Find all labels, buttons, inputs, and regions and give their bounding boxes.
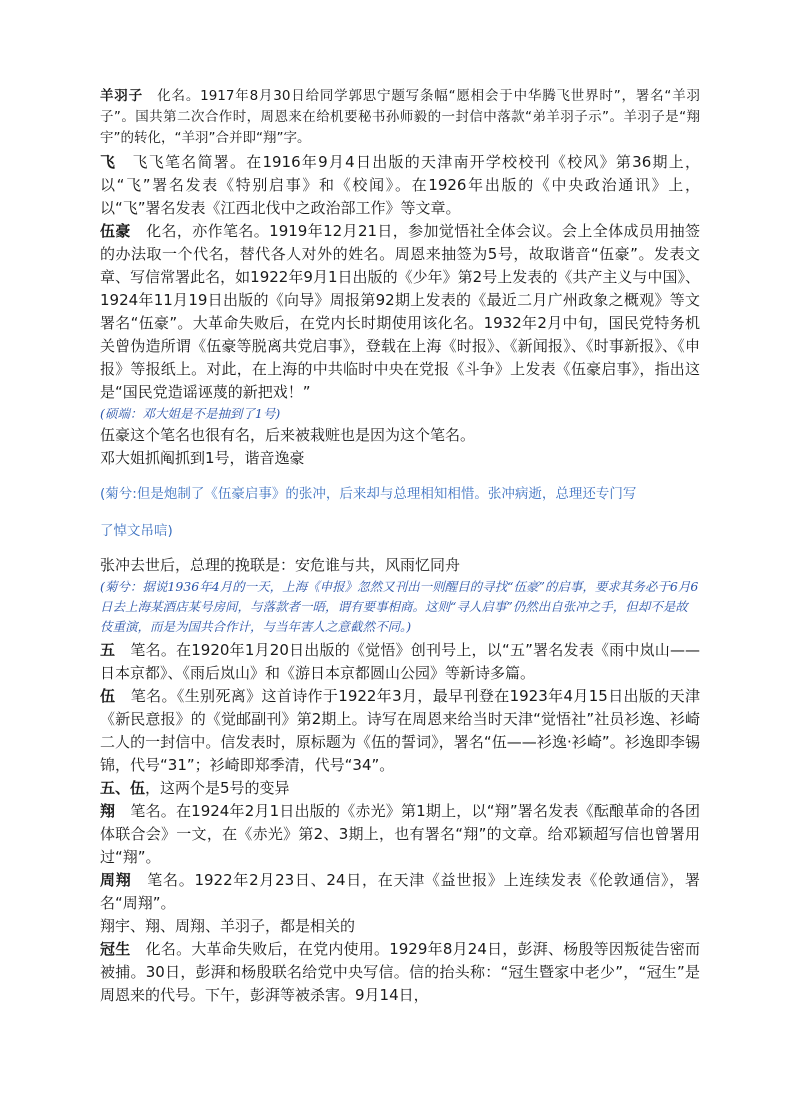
- entry-guansheng: [100, 938, 700, 1007]
- line-term: 五、伍: [100, 779, 146, 797]
- entry-term: 翔: [100, 802, 116, 820]
- comment-blue-b: 了悼文吊唁): [100, 523, 173, 539]
- entry-term: 冠生: [100, 940, 131, 958]
- entry-text: 笔名。在1920年1月20日出版的《觉悟》创刊号上，以“五”署名发表《雨中岚山——日本京都》、《雨后岚山》和《游日本京都圆山公园》等新诗多篇。: [100, 641, 700, 682]
- text-line-1: 伍豪这个笔名也很有名，后来被栽赃也是因为这个笔名。: [100, 426, 476, 444]
- comment-blue-a: (菊兮:但是炮制了《伍豪启事》的张冲，后来却与总理相知相惜。张冲病逝，总理还专门写: [100, 486, 637, 502]
- document-page: [100, 86, 700, 1007]
- entry-term: 飞: [100, 153, 117, 171]
- entry-xiang: [100, 800, 700, 869]
- entry-yangyuzi: [100, 86, 700, 149]
- entry-term: 伍豪: [100, 222, 131, 240]
- entry-term: 周翔: [100, 871, 132, 889]
- entry-text: 笔名。在1924年2月1日出版的《赤光》第1期上，以“翔”署名发表《酝酿革命的各团体联合会》一文，在《赤光》第2、3期上，也有署名“翔”的文章。给邓颖超写信也曾署用过“翔”。: [100, 802, 700, 866]
- text-line-5: 翔宇、翔、周翔、羊羽子，都是相关的: [100, 917, 356, 935]
- entry-wu-five: [100, 639, 700, 685]
- comment-note-1: (硕端：邓大姐是不是抽到了1号): [100, 406, 281, 421]
- text-line-4: [100, 777, 700, 800]
- entry-text: 笔名。《生别死离》这首诗作于1922年3月，最早刊登在1923年4月15日出版的天津《新民意报》的《觉邮副刊》第2期上。诗写在周恩来给当时天津“觉悟社”社员衫逸、衫崎二人的一封信中。信发表时，原标题为《伍的誓词》，署名“伍——衫逸·衫崎”。衫逸即李锡锦，代号“31”；衫崎即郑季清，代号“34”。: [100, 687, 700, 774]
- entry-zhouxiang: [100, 869, 700, 915]
- line-text: ，这两个是5号的变异: [145, 779, 290, 797]
- entry-text: 化名。大革命失败后，在党内使用。1929年8月24日，彭湃、杨殷等因叛徒告密而被捕。30日，彭湃和杨殷联名给党中央写信。信的抬头称：“冠生暨家中老少”，“冠生”是周恩来的代号。下午，彭湃等被杀害。9月14日，: [100, 940, 700, 1004]
- entry-text: 化名，亦作笔名。1919年12月21日，参加觉悟社全体会议。会上全体成员用抽签的办法取一个代名，替代各人对外的姓名。周恩来抽签为5号，故取谐音“伍豪”。发表文章、写信常署此名，如1922年9月1日出版的《少年》第2号上发表的《共产主义与中国》、1924年11月19日出版的《向导》周报第92期上发表的《最近二月广州政象之概观》等文署名“伍豪”。大革命失败后，在党内长时期使用该化名。1932年2月中旬，国民党特务机关曾伪造所谓《伍豪等脱离共党启事》，登载在上海《时报》、《新闻报》、《时事新报》、《申报》等报纸上。对此，在上海的中共临时中央在党报《斗争》上发表《伍豪启事》，指出这是“国民党造谣诬蔑的新把戏！”: [100, 222, 700, 401]
- entry-text: 飞飞笔名简署。在1916年9月4日出版的天津南开学校校刊《校风》第36期上，以“飞”署名发表《特别启事》和《校闻》。在1926年出版的《中央政治通讯》上，以“飞”署名发表《江西北伐中之政治部工作》等文章。: [100, 153, 700, 217]
- entry-term: 伍: [100, 687, 116, 705]
- entry-wuhao: [100, 220, 700, 404]
- entry-term: 羊羽子: [100, 88, 143, 104]
- entry-term: 五: [100, 641, 116, 659]
- entry-fei: [100, 151, 700, 220]
- text-line-2: 邓大姐抓阄抓到1号，谐音逸豪: [100, 449, 305, 467]
- comment-note-2: (菊兮：据说1936年4月的一天，上海《申报》忽然又刊出一则醒目的寻找“伍豪”的启事，要求其务必于6月6日去上海某酒店某号房间，与落款者一晤，谓有要事相商。这则“寻人启事”仍然出自张冲之手，但却不是故伎重演，而是为国共合作计，与当年害人之意截然不同。): [100, 579, 699, 634]
- text-line-3: 张冲去世后，总理的挽联是：安危谁与共，风雨忆同舟: [100, 556, 461, 574]
- entry-text: 化名。1917年8月30日给同学郭思宁题写条幅“愿相会于中华腾飞世界时”，署名“羊羽子”。国共第二次合作时，周恩来在给机要秘书孙师毅的一封信中落款“弟羊羽子示”。羊羽子是“翔宇”的转化，“羊羽”合并即“翔”字。: [100, 88, 701, 146]
- entry-text: 笔名。1922年2月23日、24日，在天津《益世报》上连续发表《伦敦通信》，署名“周翔”。: [100, 871, 700, 912]
- entry-wu: [100, 685, 700, 777]
